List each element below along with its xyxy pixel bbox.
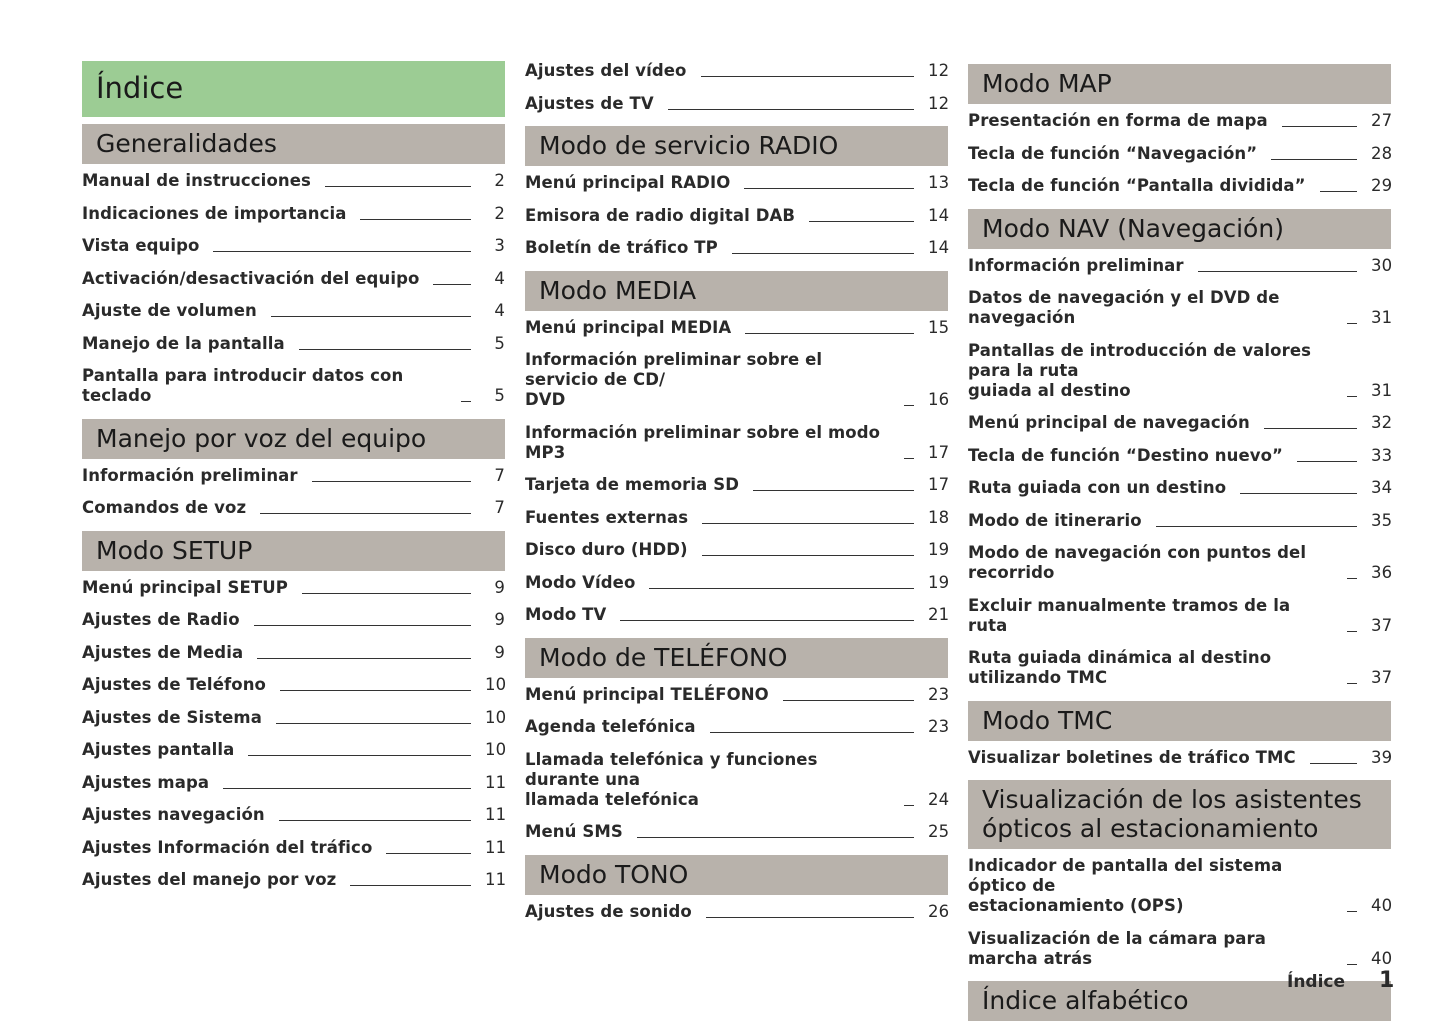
toc-entry[interactable] xyxy=(525,605,948,625)
entry-title: Ajustes navegación xyxy=(82,805,265,824)
entry-title: Modo Vídeo xyxy=(525,572,636,592)
entry-title: Menú principal de navegación xyxy=(968,413,1250,432)
page-number: 2 xyxy=(494,171,505,190)
entry-title-line2: estacionamiento (OPS) xyxy=(968,896,1184,915)
page-number: 16 xyxy=(928,390,950,409)
page-number: 33 xyxy=(1371,445,1393,465)
toc-entry[interactable] xyxy=(82,870,505,890)
toc-entry[interactable] xyxy=(968,413,1391,433)
toc-entry[interactable] xyxy=(525,173,948,193)
leader-line xyxy=(280,690,471,691)
entry-title: Ajustes del vídeo xyxy=(525,61,687,80)
page-number: 1 xyxy=(1378,968,1395,993)
leader-line xyxy=(1310,763,1357,764)
leader-line xyxy=(223,788,471,789)
entry-title: Modo de navegación con puntos del recorrido xyxy=(968,543,1307,582)
section-title: Modo SETUP xyxy=(96,535,253,565)
toc-entry[interactable] xyxy=(968,856,1391,916)
toc-entry[interactable] xyxy=(82,466,505,486)
toc-entry[interactable] xyxy=(82,838,505,858)
section-header xyxy=(525,638,948,678)
leader-line xyxy=(1198,271,1357,272)
section-header xyxy=(82,419,505,459)
toc-entry[interactable] xyxy=(525,573,948,593)
entry-title: Manejo de la pantalla xyxy=(82,333,285,353)
toc-entry[interactable] xyxy=(82,773,505,793)
entry-title: Visualización de la cámara para marcha atrás xyxy=(968,928,1267,968)
section-title: Modo MEDIA xyxy=(539,275,697,305)
leader-line xyxy=(1240,493,1357,494)
leader-line xyxy=(1271,159,1357,160)
section-header xyxy=(968,701,1391,741)
toc-entry[interactable] xyxy=(82,643,505,663)
toc-entry[interactable] xyxy=(82,805,505,825)
leader-line xyxy=(732,253,914,254)
page-number: 15 xyxy=(928,317,950,337)
section-header xyxy=(525,126,948,166)
page-number: 40 xyxy=(1371,896,1393,915)
toc-entry[interactable] xyxy=(525,318,948,338)
toc-entry[interactable] xyxy=(968,288,1391,328)
entry-title: Datos de navegación y el DVD de navegación xyxy=(968,288,1280,327)
toc-entry[interactable] xyxy=(82,578,505,598)
page-number: 23 xyxy=(928,717,950,736)
section-header xyxy=(525,271,948,311)
footer-label: Índice xyxy=(1287,972,1346,992)
entry-title-line2: DVD xyxy=(525,390,566,409)
entry-title xyxy=(525,750,890,810)
entry-title: Manual de instrucciones xyxy=(82,171,311,190)
entry-title: Pantalla para introducir datos con teclado xyxy=(82,366,404,405)
toc-entry[interactable] xyxy=(525,94,948,114)
leader-line xyxy=(257,658,471,659)
toc-entry[interactable] xyxy=(82,708,505,728)
toc-entry[interactable] xyxy=(968,929,1391,969)
leader-line xyxy=(461,401,471,402)
page-number: 26 xyxy=(928,901,950,921)
toc-entry[interactable] xyxy=(968,256,1391,276)
leader-line xyxy=(702,523,914,524)
page-number: 40 xyxy=(1371,948,1393,968)
entry-title: Boletín de tráfico TP xyxy=(525,238,718,257)
toc-entry[interactable] xyxy=(82,740,505,760)
leader-line xyxy=(637,837,914,838)
leader-line xyxy=(649,588,914,589)
entry-title: Comandos de voz xyxy=(82,498,247,517)
toc-entry[interactable] xyxy=(82,204,505,224)
section-title: Modo MAP xyxy=(982,69,1112,98)
leader-line xyxy=(744,188,914,189)
section-title: Modo TMC xyxy=(982,705,1113,735)
leader-line xyxy=(1347,964,1357,965)
entry-title: Visualizar boletines de tráfico TMC xyxy=(968,747,1296,767)
toc-entry[interactable] xyxy=(968,648,1391,688)
page-number: 10 xyxy=(485,740,507,759)
section-title: Generalidades xyxy=(96,129,277,158)
entry-title: Menú principal TELÉFONO xyxy=(525,684,769,704)
toc-entry[interactable] xyxy=(525,822,948,842)
page-number: 25 xyxy=(928,822,950,841)
toc-entry[interactable] xyxy=(525,750,948,810)
entry-title: Presentación en forma de mapa xyxy=(968,111,1268,130)
entry-title: Disco duro (HDD) xyxy=(525,540,688,559)
page-number: 4 xyxy=(494,268,505,288)
page-number: 9 xyxy=(494,642,505,662)
page-number: 14 xyxy=(928,205,950,225)
page-number: 11 xyxy=(485,837,507,857)
toc-entry[interactable] xyxy=(82,334,505,354)
toc-entry[interactable] xyxy=(968,543,1391,583)
toc-entry[interactable] xyxy=(968,478,1391,498)
entry-title: Emisora de radio digital DAB xyxy=(525,205,796,225)
entry-title-line1: Pantallas de introducción de valores para la ruta xyxy=(968,340,1312,380)
entry-title: Ajuste de volumen xyxy=(82,301,257,320)
page-number: 4 xyxy=(494,301,505,320)
entry-title: Vista equipo xyxy=(82,236,200,255)
entry-title: Ajustes pantalla xyxy=(82,740,235,759)
entry-title: Ajustes mapa xyxy=(82,772,210,792)
leader-line xyxy=(350,885,471,886)
section-header xyxy=(82,61,505,117)
section-header xyxy=(525,855,948,895)
toc-entry[interactable] xyxy=(82,675,505,695)
page-number: 36 xyxy=(1371,563,1393,582)
entry-title xyxy=(525,350,890,410)
page-number: 30 xyxy=(1371,255,1393,275)
page-number: 34 xyxy=(1371,478,1393,497)
entry-title: Información preliminar sobre el modo MP3 xyxy=(525,422,881,462)
entry-title: Ajustes de TV xyxy=(525,93,654,113)
entry-title: Información preliminar xyxy=(968,255,1184,275)
section-header xyxy=(968,64,1391,104)
entry-title: Modo TV xyxy=(525,605,607,624)
toc-entry[interactable] xyxy=(968,596,1391,636)
entry-title: Menú SMS xyxy=(525,822,623,841)
section-title: Índice xyxy=(96,71,184,105)
entry-title-line1: Llamada telefónica y funciones durante una xyxy=(525,749,818,789)
page-number: 21 xyxy=(928,605,950,624)
entry-title xyxy=(968,341,1333,401)
entry-title: Menú principal SETUP xyxy=(82,577,288,597)
leader-line xyxy=(312,481,471,482)
leader-line xyxy=(668,109,914,110)
entry-title: Ajustes de Sistema xyxy=(82,707,262,727)
leader-line xyxy=(433,284,471,285)
toc-column-1 xyxy=(82,61,505,903)
page-number: 23 xyxy=(928,684,950,704)
page-number: 11 xyxy=(485,772,507,792)
toc-column-3 xyxy=(968,61,1391,1028)
leader-line xyxy=(276,723,471,724)
leader-line xyxy=(701,76,915,77)
page-number: 11 xyxy=(485,805,507,824)
toc-entry[interactable] xyxy=(82,171,505,191)
leader-line xyxy=(254,625,471,626)
entry-title-line1: Información preliminar sobre el servicio de CD/ xyxy=(525,350,823,389)
toc-entry[interactable] xyxy=(525,902,948,922)
entry-title-line2: llamada telefónica xyxy=(525,789,700,809)
section-title: Modo de servicio RADIO xyxy=(539,131,839,160)
entry-title: Ajustes de Radio xyxy=(82,610,240,629)
leader-line xyxy=(386,853,471,854)
toc-entry[interactable] xyxy=(525,238,948,258)
toc-entry[interactable] xyxy=(525,61,948,81)
leader-line xyxy=(302,593,471,594)
leader-line xyxy=(1347,578,1357,579)
entry-title: Ruta guiada con un destino xyxy=(968,478,1227,497)
page-number: 12 xyxy=(928,93,950,113)
section-header xyxy=(82,531,505,571)
page-number: 3 xyxy=(494,236,505,255)
section-title: Visualización de los asistentes xyxy=(982,785,1362,814)
toc-entry[interactable] xyxy=(968,111,1391,131)
toc-entry[interactable] xyxy=(525,540,948,560)
page-number: 28 xyxy=(1371,143,1393,163)
toc-entry[interactable] xyxy=(525,206,948,226)
section-header xyxy=(968,209,1391,249)
page-number: 5 xyxy=(494,333,505,353)
entry-title: Modo de itinerario xyxy=(968,510,1142,530)
page-number: 31 xyxy=(1371,308,1393,327)
page-number: 24 xyxy=(928,789,950,809)
toc-entry[interactable] xyxy=(82,610,505,630)
page-footer xyxy=(1287,968,1394,993)
leader-line xyxy=(1264,428,1357,429)
leader-line xyxy=(1347,396,1357,397)
leader-line xyxy=(360,219,471,220)
section-title: Modo NAV (Navegación) xyxy=(982,213,1284,243)
page-number: 17 xyxy=(928,475,950,494)
page-number: 37 xyxy=(1371,668,1393,687)
leader-line xyxy=(1347,323,1357,324)
leader-line xyxy=(1156,526,1357,527)
entry-title: Ajustes Información del tráfico xyxy=(82,837,373,857)
page-number: 35 xyxy=(1371,510,1393,530)
leader-line xyxy=(299,349,471,350)
page-number: 10 xyxy=(485,707,507,727)
toc-entry[interactable] xyxy=(525,717,948,737)
leader-line xyxy=(271,316,471,317)
toc-entry[interactable] xyxy=(968,446,1391,466)
toc-entry[interactable] xyxy=(82,301,505,321)
leader-line xyxy=(783,700,914,701)
page-number: 31 xyxy=(1371,380,1393,400)
leader-line xyxy=(1347,911,1357,912)
page-number: 9 xyxy=(494,577,505,597)
page-number: 9 xyxy=(494,610,505,629)
leader-line xyxy=(325,186,471,187)
toc-column-2 xyxy=(525,61,948,934)
entry-title: Agenda telefónica xyxy=(525,717,696,736)
leader-line xyxy=(260,513,471,514)
toc-entry[interactable] xyxy=(525,423,948,463)
section-title: Manejo por voz del equipo xyxy=(96,423,427,453)
entry-title: Ajustes de Teléfono xyxy=(82,675,266,694)
leader-line xyxy=(620,620,914,621)
leader-line xyxy=(1347,683,1357,684)
leader-line xyxy=(1282,126,1357,127)
toc-entry[interactable] xyxy=(525,685,948,705)
toc-entry[interactable] xyxy=(82,236,505,256)
page-number: 2 xyxy=(494,203,505,223)
toc-entry[interactable] xyxy=(968,144,1391,164)
section-title-line2: ópticos al estacionamiento xyxy=(982,814,1319,843)
toc-entry[interactable] xyxy=(525,508,948,528)
toc-entry[interactable] xyxy=(525,350,948,410)
leader-line xyxy=(904,805,914,806)
toc-entry[interactable] xyxy=(968,511,1391,531)
entry-title-line1: Indicador de pantalla del sistema óptico de xyxy=(968,856,1283,895)
page-number: 12 xyxy=(928,61,950,80)
entry-title: Información preliminar xyxy=(82,465,298,485)
toc-entry[interactable] xyxy=(82,498,505,518)
toc-entry[interactable] xyxy=(968,176,1391,196)
toc-entry[interactable] xyxy=(968,748,1391,768)
leader-line xyxy=(904,405,914,406)
leader-line xyxy=(279,820,471,821)
page-number: 17 xyxy=(928,442,950,462)
page-number: 32 xyxy=(1371,413,1393,432)
entry-title: Tecla de función “Destino nuevo” xyxy=(968,445,1283,465)
entry-title: Ajustes de Media xyxy=(82,642,244,662)
entry-title: Tecla de función “Navegación” xyxy=(968,143,1258,163)
toc-entry[interactable] xyxy=(82,269,505,289)
leader-line xyxy=(213,251,471,252)
page-number: 29 xyxy=(1371,176,1393,195)
section-header xyxy=(968,780,1391,849)
entry-title: Tarjeta de memoria SD xyxy=(525,475,740,494)
leader-line xyxy=(809,221,914,222)
section-header xyxy=(82,124,505,164)
entry-title xyxy=(968,856,1333,916)
toc-entry[interactable] xyxy=(525,475,948,495)
leader-line xyxy=(706,917,914,918)
leader-line xyxy=(1320,191,1357,192)
page-number: 11 xyxy=(485,870,507,889)
leader-line xyxy=(745,333,914,334)
section-title: Índice alfabético xyxy=(982,986,1189,1015)
entry-title: Menú principal RADIO xyxy=(525,173,731,192)
page-number: 19 xyxy=(928,572,950,592)
leader-line xyxy=(1347,631,1357,632)
page-number: 27 xyxy=(1371,111,1393,130)
page-number: 10 xyxy=(485,675,507,694)
page-number: 5 xyxy=(494,386,505,405)
page-number: 39 xyxy=(1371,747,1393,767)
entry-title: Ruta guiada dinámica al destino utilizando TMC xyxy=(968,648,1272,687)
page-number: 14 xyxy=(928,238,950,257)
page-number: 7 xyxy=(494,465,505,485)
leader-line xyxy=(904,458,914,459)
section-title: Modo de TELÉFONO xyxy=(539,642,788,672)
entry-title: Tecla de función “Pantalla dividida” xyxy=(968,176,1306,195)
leader-line xyxy=(702,555,914,556)
page-number: 37 xyxy=(1371,615,1393,635)
entry-title: Ajustes del manejo por voz xyxy=(82,870,337,889)
leader-line xyxy=(1297,461,1357,462)
entry-title-line2: guiada al destino xyxy=(968,380,1131,400)
page-number: 19 xyxy=(928,540,950,559)
page-number: 18 xyxy=(928,507,950,527)
section-title: Modo TONO xyxy=(539,859,689,889)
toc-entry[interactable] xyxy=(968,341,1391,401)
page-number: 7 xyxy=(494,498,505,517)
entry-title: Indicaciones de importancia xyxy=(82,203,347,223)
leader-line xyxy=(248,755,471,756)
leader-line xyxy=(753,490,914,491)
entry-title: Fuentes externas xyxy=(525,507,689,527)
entry-title: Ajustes de sonido xyxy=(525,901,692,921)
page-number: 13 xyxy=(928,173,950,192)
entry-title: Activación/desactivación del equipo xyxy=(82,268,420,288)
toc-entry[interactable] xyxy=(82,366,505,406)
leader-line xyxy=(710,732,914,733)
entry-title: Excluir manualmente tramos de la ruta xyxy=(968,595,1291,635)
entry-title: Menú principal MEDIA xyxy=(525,317,732,337)
